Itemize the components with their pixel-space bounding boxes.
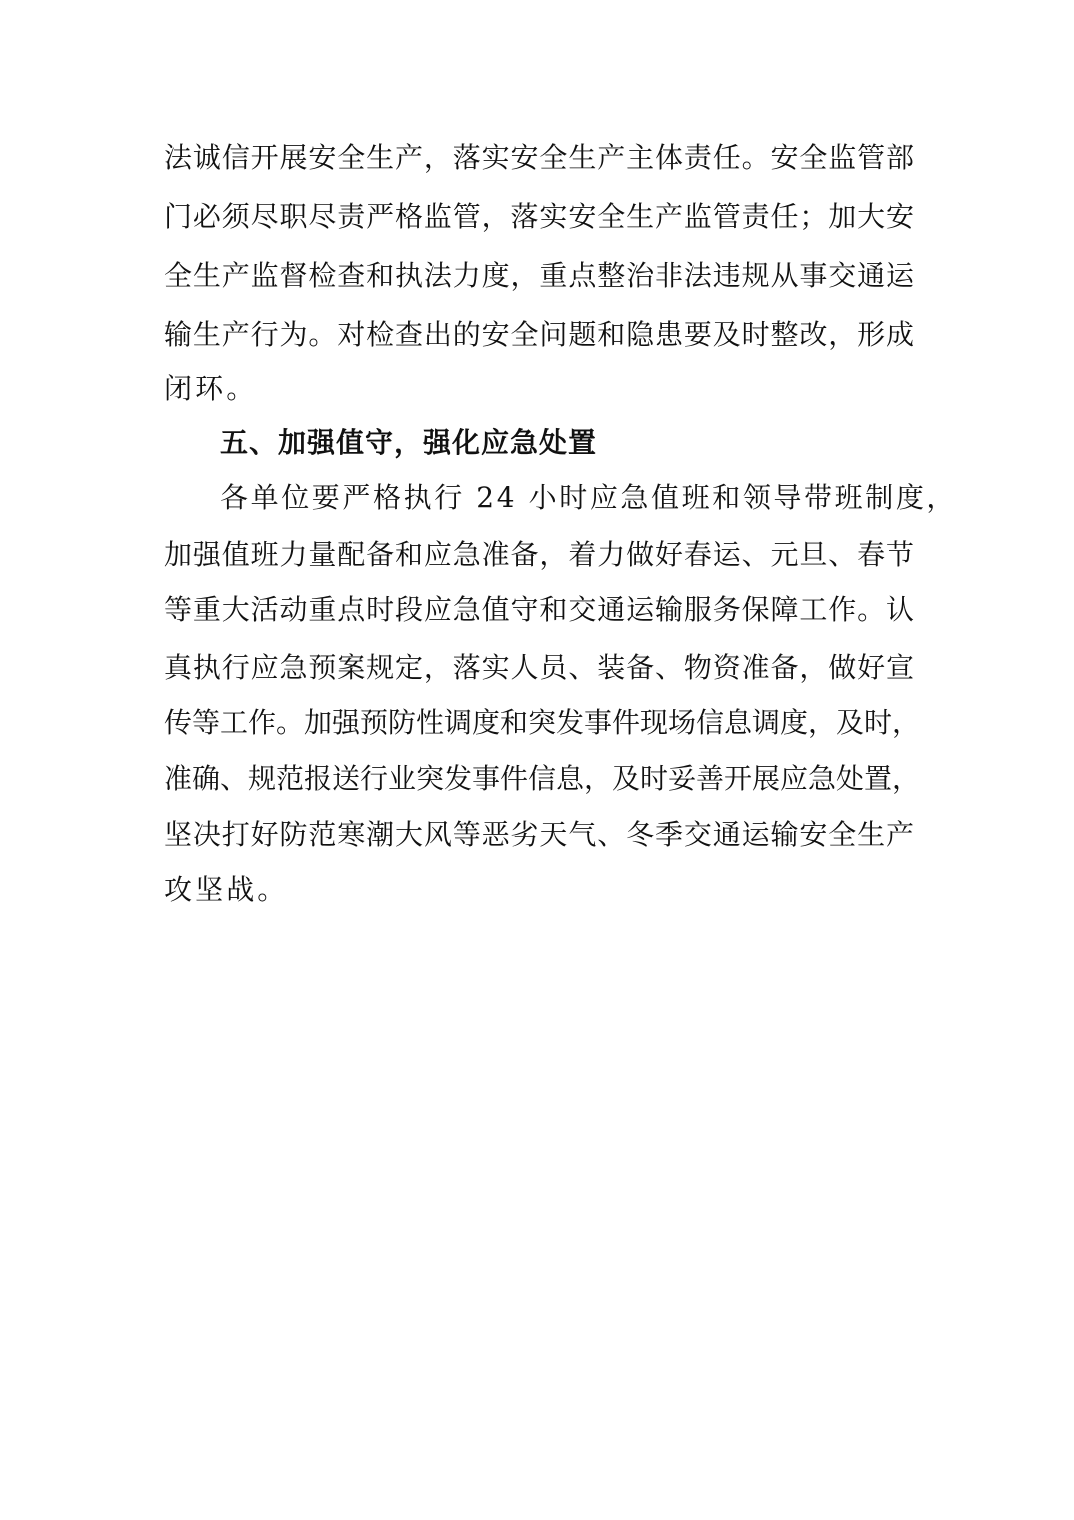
section-heading: 五、加强值守，强化应急处置 xyxy=(220,426,598,459)
paragraph-line: 输生产行为。对检查出的安全问题和隐患要及时整改，形成 xyxy=(164,318,914,351)
paragraph-line: 门必须尽职尽责严格监管，落实安全生产监管责任；加大安 xyxy=(164,200,914,233)
paragraph-line: 加强值班力量配备和应急准备，着力做好春运、元旦、春节 xyxy=(164,538,914,571)
paragraph-line: 真执行应急预案规定，落实人员、装备、物资准备，做好宣 xyxy=(164,651,914,684)
paragraph-line: 全生产监督检查和执法力度，重点整治非法违规从事交通运 xyxy=(164,259,914,292)
paragraph-line: 闭环。 xyxy=(164,372,258,405)
paragraph-line: 准确、规范报送行业突发事件信息，及时妥善开展应急处置， xyxy=(164,762,921,795)
paragraph-line: 法诚信开展安全生产，落实安全生产主体责任。安全监管部 xyxy=(164,141,914,174)
paragraph-line: 坚决打好防范寒潮大风等恶劣天气、冬季交通运输安全生产 xyxy=(164,818,914,851)
paragraph-line: 攻坚战。 xyxy=(164,873,289,906)
paragraph-line: 等重大活动重点时段应急值守和交通运输服务保障工作。认 xyxy=(164,593,914,626)
paragraph-line: 传等工作。加强预防性调度和突发事件现场信息调度，及时， xyxy=(164,706,921,739)
paragraph-line: 各单位要严格执行 24 小时应急值班和领导带班制度， xyxy=(220,481,958,514)
